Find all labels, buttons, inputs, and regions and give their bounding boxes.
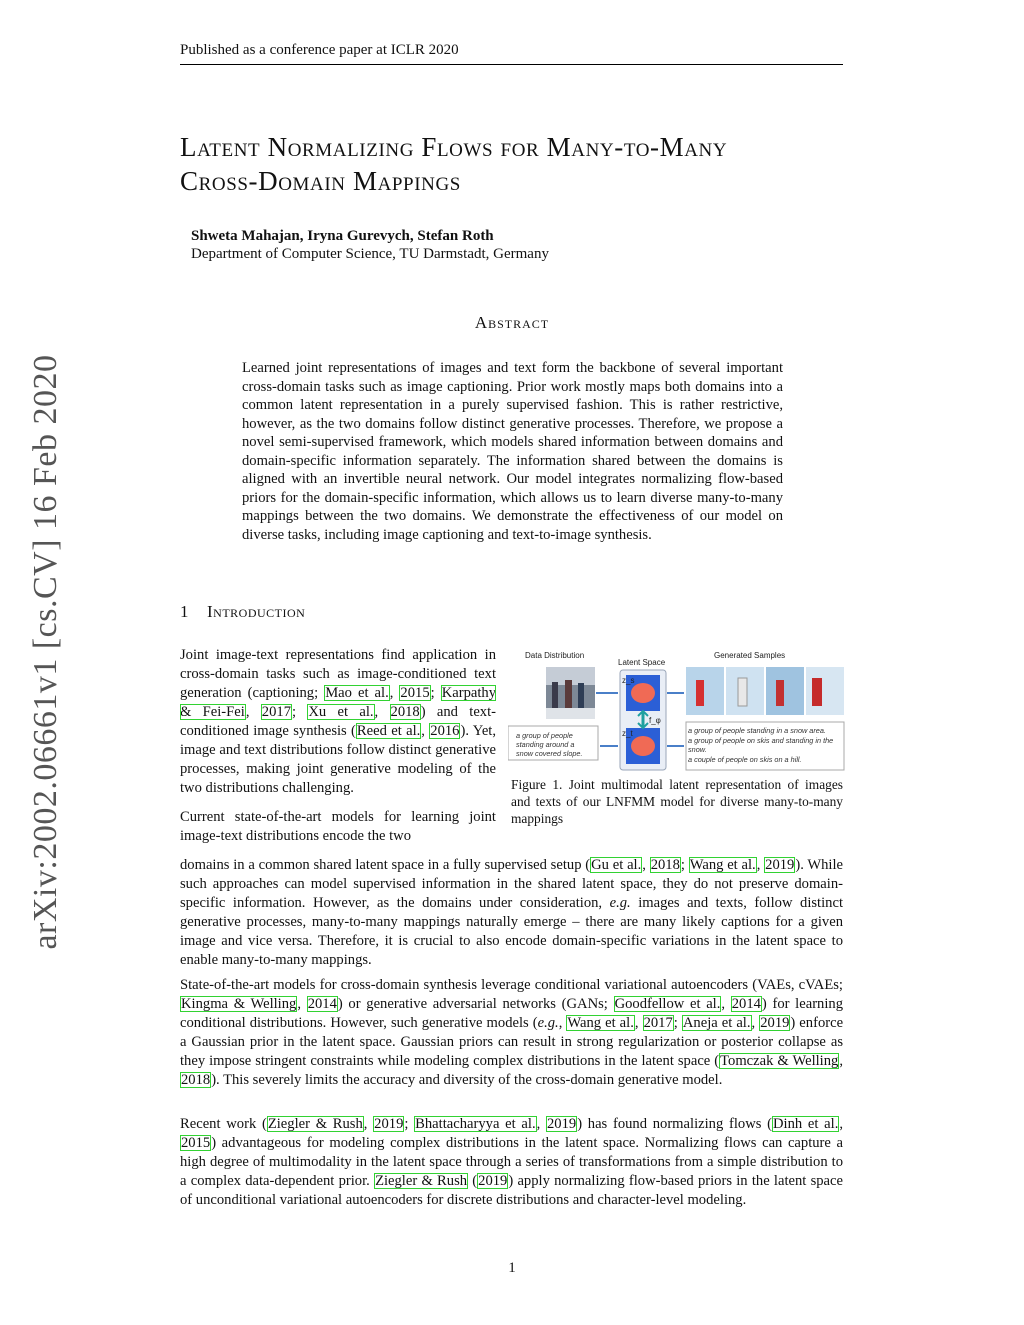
input-caption-line-3: snow covered slope. — [516, 749, 583, 758]
citation-link[interactable]: Aneja et al. — [682, 1015, 751, 1031]
generated-image-4-figure — [812, 678, 822, 706]
text: , — [751, 1015, 760, 1031]
generated-image-4 — [806, 667, 844, 715]
text: , — [363, 1116, 374, 1132]
text: ; — [404, 1116, 415, 1132]
generated-image-3 — [766, 667, 804, 715]
generated-image-1 — [686, 667, 724, 715]
abstract-heading: Abstract — [474, 313, 550, 332]
citation-link[interactable]: 2015 — [181, 1135, 211, 1151]
text: ). This severely limits the accuracy and diversity of the cross-domain generative model. — [211, 1072, 723, 1088]
text: ) or generative adversarial networks (GANs; — [337, 996, 614, 1012]
latent-bottom-label: z_t — [622, 729, 633, 738]
citation-link[interactable]: Ziegler & Rush — [375, 1173, 468, 1189]
paragraph-3 — [180, 976, 843, 1090]
citation-link[interactable]: Wang et al. — [689, 857, 756, 873]
label-data-distribution: Data Distribution — [525, 651, 585, 660]
section-title: Introduction — [207, 602, 306, 621]
citation-link[interactable]: Wang et al. — [567, 1015, 634, 1031]
input-caption-line-2: standing around a — [516, 740, 575, 749]
running-header: Published as a conference paper at ICLR 2020 — [180, 42, 843, 65]
abstract-text: Learned joint representations of images and text form the backbone of several important cross-domain tasks such as image captioning. Prior work mostly maps both domains into a common latent representation in a purely supervised fashion. This is rather restrictive, however, as the two domains follow distinct generative processes. Therefore, we propose a novel semi-supervised framework, which models shared information between domains and domain-specific information separately. The information shared between the domains is aligned with an invertible neural network. Our model integrates normalizing flow-based priors for the domain-specific information, which allows us to learn diverse many-to-many mappings between the two domains. We demonstrate the effectiveness of our model on diverse tasks, including image captioning and text-to-image synthesis. — [242, 360, 783, 543]
title-line-1: Latent Normalizing Flows for Many-to-Many — [180, 132, 728, 162]
citation-link[interactable]: Mao et al. — [325, 685, 389, 701]
text: , — [839, 1116, 844, 1132]
citation-link[interactable]: 2019 — [765, 857, 795, 873]
text: domains in a common shared latent space in a fully supervised setup ( — [180, 857, 591, 873]
paragraph-2-start: Current state-of-the-art models for learning joint image-text distributions encode the two — [180, 809, 496, 844]
input-photo — [546, 667, 595, 719]
paragraph-2-rest — [180, 856, 843, 970]
generated-caption-2b: snow. — [688, 745, 707, 754]
text: , — [839, 1053, 843, 1069]
authors: Shweta Mahajan, Iryna Gurevych, Stefan Roth — [191, 228, 494, 244]
text: , — [558, 1015, 567, 1031]
citation-link[interactable]: Bhattacharyya et al. — [415, 1116, 536, 1132]
intro-column — [180, 646, 496, 846]
label-latent-space: Latent Space — [618, 658, 666, 667]
text: ). Yet, image and text distributions follow distinct generative processes, making joint generative modeling of the two distributions challenging. — [180, 723, 497, 796]
latent-flow-label: f_φ — [649, 716, 661, 725]
citation-link[interactable]: Karpathy & Fei-Fei — [180, 685, 497, 720]
text: Recent work ( — [180, 1116, 267, 1132]
generated-image-2-figure — [738, 678, 747, 706]
text: Joint image-text representations find application in cross-domain tasks such as image-conditioned text generation (captioning; — [180, 647, 496, 701]
text: images and texts, follow distinct generative processes, many-to-many mappings naturally emerge – there are many likely captions for a given image and vice versa. Therefore, it is crucial to also encode domain-specific variations in the latent space to enable many-to-many mappings. — [180, 895, 843, 968]
paragraph-4 — [180, 1115, 843, 1210]
text-latent-density — [631, 736, 655, 756]
generated-caption-3: a couple of people on skis on a hill. — [688, 755, 802, 764]
text: , — [421, 723, 430, 739]
title-line-2: Cross-Domain Mappings — [180, 166, 461, 196]
citation-link[interactable]: 2018 — [181, 1072, 211, 1088]
affiliation: Department of Computer Science, TU Darmstadt, Germany — [191, 246, 549, 262]
text: ; — [430, 685, 441, 701]
generated-image-1-figure — [696, 680, 704, 706]
text: , — [756, 857, 765, 873]
citation-link[interactable]: Dinh et al. — [773, 1116, 839, 1132]
figure-caption: Figure 1. Joint multimodal latent representation of images and texts of our LNFMM model for diverse many-to-many mappings — [511, 777, 843, 826]
citation-link[interactable]: 2015 — [400, 685, 430, 701]
label-generated-samples: Generated Samples — [714, 651, 786, 660]
text: State-of-the-art models for cross-domain synthesis leverage conditional variational autoencoders (VAEs, cVAEs; — [180, 977, 843, 993]
generated-caption-1: a group of people standing in a snow area. — [688, 726, 826, 735]
citation-link[interactable]: Gu et al. — [591, 857, 642, 873]
text: ) apply normalizing flow-based priors in the latent space of unconditional variational autoencoders for discrete distributions and character-level modeling. — [180, 1173, 843, 1208]
text: , — [634, 1015, 643, 1031]
citation-link[interactable]: Reed et al. — [356, 723, 421, 739]
text: ). While such approaches can model supervised information in the shared latent space, they do not preserve domain-specific information. However, as the domains under consideration, — [180, 857, 844, 911]
section-number: 1 — [180, 602, 189, 621]
citation-link[interactable]: 2018 — [390, 704, 420, 720]
citation-link[interactable]: Xu et al. — [308, 704, 374, 720]
text: , — [374, 704, 390, 720]
citation-link[interactable]: Tomczak & Welling — [720, 1053, 839, 1069]
text: , — [642, 857, 650, 873]
citation-link[interactable]: 2019 — [760, 1015, 790, 1031]
citation-link[interactable]: 2019 — [547, 1116, 577, 1132]
text-italic: e.g. — [609, 895, 631, 911]
paragraph-1 — [180, 646, 496, 798]
text: ) for learning conditional distributions. However, such generative models ( — [180, 996, 844, 1031]
text: , — [297, 996, 307, 1012]
text: ) has found normalizing flows ( — [577, 1116, 772, 1132]
citation-link[interactable]: 2016 — [430, 723, 460, 739]
generated-image-3-figure — [776, 680, 784, 706]
citation-link[interactable]: 2014 — [307, 996, 337, 1012]
citation-link[interactable]: Kingma & Welling — [181, 996, 297, 1012]
citation-link[interactable]: 2019 — [374, 1116, 404, 1132]
citation-link[interactable]: Ziegler & Rush — [267, 1116, 363, 1132]
section-heading — [180, 602, 305, 622]
citation-link[interactable]: 2017 — [261, 704, 291, 720]
citation-link[interactable]: 2017 — [643, 1015, 673, 1031]
text: , — [245, 704, 261, 720]
text: ; — [291, 704, 308, 720]
text-italic: e.g. — [537, 1015, 559, 1031]
generated-caption-2a: a group of people on skis and standing in the — [688, 736, 834, 745]
text: ( — [468, 1173, 478, 1189]
input-caption-line-1: a group of people — [516, 731, 573, 740]
arxiv-stamp — [24, 352, 68, 952]
citation-link[interactable]: 2019 — [478, 1173, 508, 1189]
shared-latent-density — [631, 683, 655, 703]
text: ) and text-conditioned image synthesis ( — [180, 704, 497, 739]
latent-top-label: z_s — [622, 676, 635, 685]
citation-link[interactable]: 2014 — [731, 996, 761, 1012]
text: , — [389, 685, 400, 701]
arxiv-id: arXiv:2002.06661v1 [cs.CV] 16 Feb 2020 — [27, 354, 64, 950]
page-number: 1 — [508, 1260, 516, 1276]
text: ; — [680, 857, 689, 873]
text: ) enforce a Gaussian prior in the latent space. Gaussian priors can result in strong regularization or posterior collapse as they impose stringent constraints while modeling complex distributions in the latent space ( — [180, 1015, 844, 1069]
text: , — [536, 1116, 546, 1132]
citation-link[interactable]: 2018 — [650, 857, 680, 873]
text: ) advantageous for modeling complex distributions in the latent space. Normalizing flows can capture a high degree of multimodality in the latent space through a series of transformations from a simple distribution to a complex data-dependent prior. — [180, 1135, 843, 1189]
paper-title — [180, 130, 860, 198]
text: , — [721, 996, 731, 1012]
citation-link[interactable]: Goodfellow et al. — [614, 996, 721, 1012]
text: ; — [673, 1015, 682, 1031]
